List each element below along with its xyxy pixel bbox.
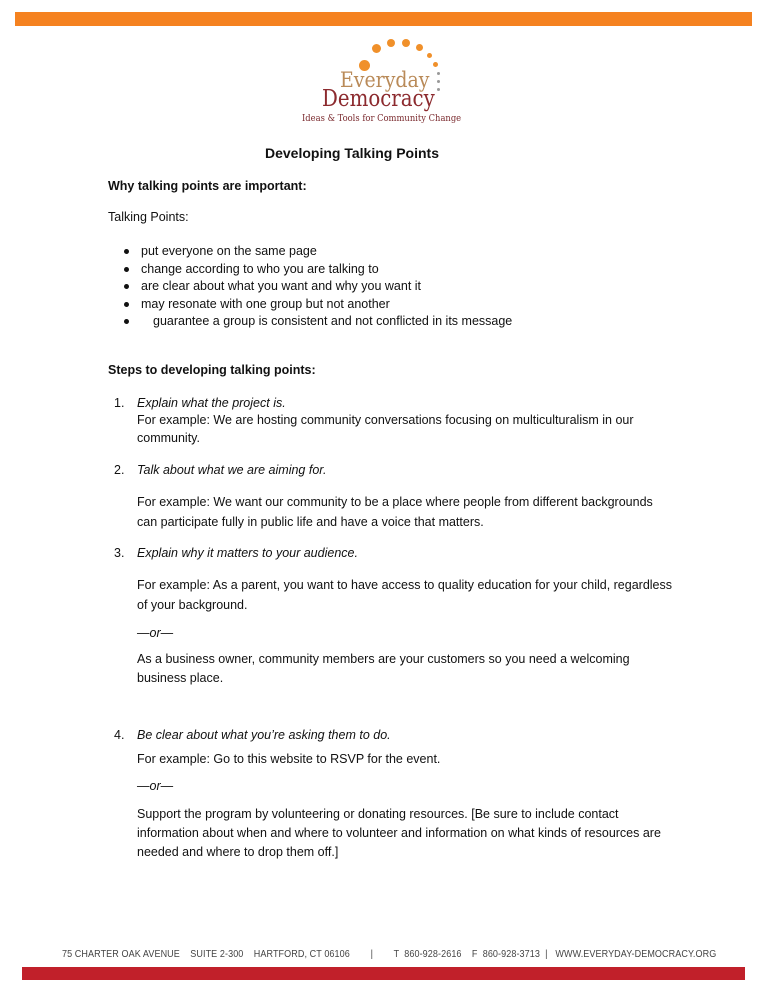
or-separator: —or—	[137, 779, 174, 793]
logo-dot	[437, 80, 440, 83]
page-title: Developing Talking Points	[265, 145, 439, 161]
logo-dot	[437, 72, 440, 75]
talking-points-label: Talking Points:	[108, 210, 189, 224]
step-title: Be clear about what you’re asking them to do.	[137, 728, 391, 742]
why-heading: Why talking points are important:	[108, 179, 307, 193]
step-number: 4.	[114, 728, 125, 742]
or-separator: —or—	[137, 626, 174, 640]
list-item: guarantee a group is consistent and not conflicted in its message	[153, 314, 513, 328]
step-text: needed and where to drop them off.]	[137, 845, 339, 859]
steps-heading: Steps to developing talking points:	[108, 363, 316, 377]
list-item: may resonate with one group but not another	[141, 297, 390, 311]
bullet-icon	[124, 284, 129, 289]
footer-address: 75 CHARTER OAK AVENUE SUITE 2-300 HARTFORD, CT 06106 | T 860-928-2616 F 860-928-3713 | WWW.EVERYDAY-DEMOCRACY.ORG	[62, 948, 717, 960]
bullet-icon	[124, 267, 129, 272]
logo-text-democracy: Democracy	[322, 86, 435, 112]
step-title: Explain what the project is.	[137, 396, 286, 410]
bullet-icon	[124, 302, 129, 307]
step-text: community.	[137, 431, 200, 445]
step-text: For example: We want our community to be a place where people from different backgrounds	[137, 495, 653, 509]
list-item: change according to who you are talking to	[141, 262, 379, 276]
step-text: For example: We are hosting community conversations focusing on multiculturalism in our	[137, 413, 634, 427]
step-text: As a business owner, community members are your customers so you need a welcoming	[137, 652, 630, 666]
bullet-icon	[124, 319, 129, 324]
step-text: information about when and where to volunteer and information on what kinds of resources are	[137, 826, 661, 840]
step-number: 3.	[114, 546, 125, 560]
logo-dot	[402, 39, 410, 47]
logo-text-everyday: Everyday	[340, 68, 430, 92]
step-number: 2.	[114, 463, 125, 477]
step-text: business place.	[137, 671, 224, 685]
logo-dot	[437, 88, 440, 91]
step-text: Support the program by volunteering or donating resources. [Be sure to include contact	[137, 807, 619, 821]
step-text: For example: As a parent, you want to have access to quality education for your child, regardless	[137, 578, 673, 592]
logo-dot	[372, 44, 381, 53]
step-text: can participate fully in public life and have a voice that matters.	[137, 515, 484, 529]
step-title: Talk about what we are aiming for.	[137, 463, 327, 477]
step-text: of your background.	[137, 598, 248, 612]
top-orange-bar	[15, 12, 752, 26]
step-text: For example: Go to this website to RSVP for the event.	[137, 752, 441, 766]
logo-dot	[433, 62, 438, 67]
logo-dot	[416, 44, 423, 51]
list-item: put everyone on the same page	[141, 244, 317, 258]
list-item: are clear about what you want and why you want it	[141, 279, 422, 293]
logo-dot	[387, 39, 395, 47]
step-number: 1.	[114, 396, 125, 410]
bottom-red-bar	[22, 967, 745, 980]
logo-dot	[427, 53, 432, 58]
bullet-icon	[124, 249, 129, 254]
logo-tagline: Ideas & Tools for Community Change	[302, 114, 462, 124]
step-title: Explain why it matters to your audience.	[137, 546, 358, 560]
